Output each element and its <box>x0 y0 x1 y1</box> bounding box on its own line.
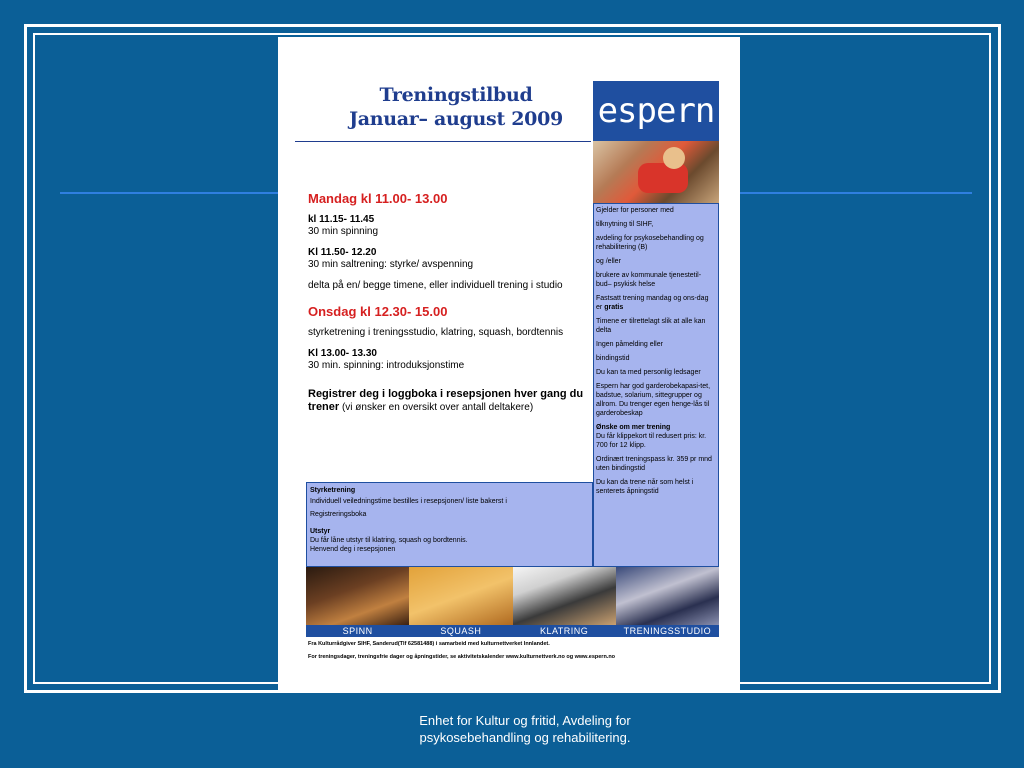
register-normal: (vi ønsker en oversikt over antall deltakere) <box>339 402 534 413</box>
sidebar-heading: Ønske om mer trening <box>596 424 671 431</box>
sidebar-text: Du kan da trene når som helst i senterets åpningstid <box>596 479 694 495</box>
sidebar-text: avdeling for psykosebehandling og rehabilitering (B) <box>596 235 704 251</box>
photo-labels <box>306 625 719 637</box>
photo-label: SPINN <box>342 626 373 636</box>
info-sidebar <box>593 203 719 567</box>
sidebar-text: tilknytning til SIHF, <box>596 221 654 228</box>
slot-desc: 30 min. spinning: introduksjonstime <box>308 360 465 371</box>
schedule-note: styrketrening i treningsstudio, klatring, squash, bordtennis <box>308 327 564 338</box>
sidebar-text: Gjelder for personer med <box>596 207 674 214</box>
register-bold: Registrer deg i loggboka i resepsjonen hver gang du trener <box>308 388 584 413</box>
sidebar-text: Du kan ta med personlig ledsager <box>596 369 701 376</box>
photo-label: TRENINGSSTUDIO <box>623 626 712 636</box>
spinning-photo <box>306 567 409 625</box>
info-heading: Styrketrening <box>310 487 356 494</box>
photo-label: KLATRING <box>539 626 589 636</box>
info-heading: Utstyr <box>310 528 331 535</box>
sidebar-text: Espern har god garderobekapasi-tet, badstue, solarium, sittegrupper og allrom. Du trenger egen henge-lås til garderobeskap <box>596 383 711 417</box>
climber-shirt <box>638 163 688 193</box>
climbing-activity-photo <box>513 567 616 625</box>
sidebar-text: Ingen påmelding eller <box>596 341 663 348</box>
gym-photo <box>616 567 719 625</box>
sidebar-more-training <box>596 423 716 450</box>
register-note <box>308 388 592 414</box>
footer-line: Fra Kulturrådgiver SIHF, Sanderud(Tlf 62581488) i samarbeid med kulturnettverket Innlandet. <box>308 641 550 647</box>
schedule-slot <box>308 214 592 238</box>
sidebar-text: og /eller <box>596 258 621 265</box>
espern-logo: espern <box>593 81 719 141</box>
day-heading-wednesday: Onsdag kl 12.30- 15.00 <box>308 304 448 319</box>
sidebar-text: bindingstid <box>596 355 630 362</box>
climbing-photo <box>593 141 719 203</box>
sidebar-text: brukere av kommunale tjenestetil-bud– psykisk helse <box>596 272 702 288</box>
sidebar-text: Ordinært treningspass kr. 359 pr mnd uten bindingstid <box>596 456 712 472</box>
slot-time: kl 11.15- 11.45 <box>308 214 375 225</box>
slot-desc: 30 min saltrening: styrke/ avspenning <box>308 259 474 270</box>
title-line-1: Treningstilbud <box>379 84 533 106</box>
schedule-slot <box>308 348 592 372</box>
title-rule <box>295 141 591 142</box>
poster-title <box>326 83 586 131</box>
sidebar-text-bold: gratis <box>604 304 624 311</box>
poster-footer <box>308 640 718 666</box>
schedule-note: delta på en/ begge timene, eller individuell trening i studio <box>308 280 563 291</box>
info-box <box>306 482 593 567</box>
photo-label: SQUASH <box>440 626 482 636</box>
squash-photo <box>409 567 512 625</box>
poster-document <box>278 37 740 693</box>
slide-caption: Enhet for Kultur og fritid, Avdeling for psykosebehandling og rehabilitering. <box>419 713 631 745</box>
sidebar-text: Timene er tilrettelagt slik at alle kan delta <box>596 318 706 334</box>
schedule-slot <box>308 247 592 271</box>
slot-time: Kl 13.00- 13.30 <box>308 348 377 359</box>
title-line-2: Januar– august 2009 <box>349 108 563 130</box>
day-heading-monday: Mandag kl 11.00- 13.00 <box>308 191 448 206</box>
info-text: Registreringsboka <box>310 511 367 518</box>
info-text: Du får låne utstyr til klatring, squash og bordtennis. <box>310 537 468 544</box>
sidebar-text: Fastsatt trening mandag og ons-dag er <box>596 295 709 311</box>
slot-time: Kl 11.50- 12.20 <box>308 247 377 258</box>
climber-face <box>663 147 685 169</box>
footer-line: For treningsdager, treningsfrie dager og åpningstider, se aktivitetskalender www.kulturnettverk.no og www.espern.no <box>308 654 616 660</box>
schedule-main <box>308 193 592 423</box>
info-text: Individuell veiledningstime bestilles i resepsjonen/ liste bakerst i <box>310 498 507 505</box>
slot-desc: 30 min spinning <box>308 226 379 237</box>
info-text: Henvend deg i resepsjonen <box>310 546 396 553</box>
sidebar-text: Du får klippekort til redusert pris: kr. 700 for 12 klipp. <box>596 433 707 449</box>
sidebar-text-price <box>596 294 716 312</box>
